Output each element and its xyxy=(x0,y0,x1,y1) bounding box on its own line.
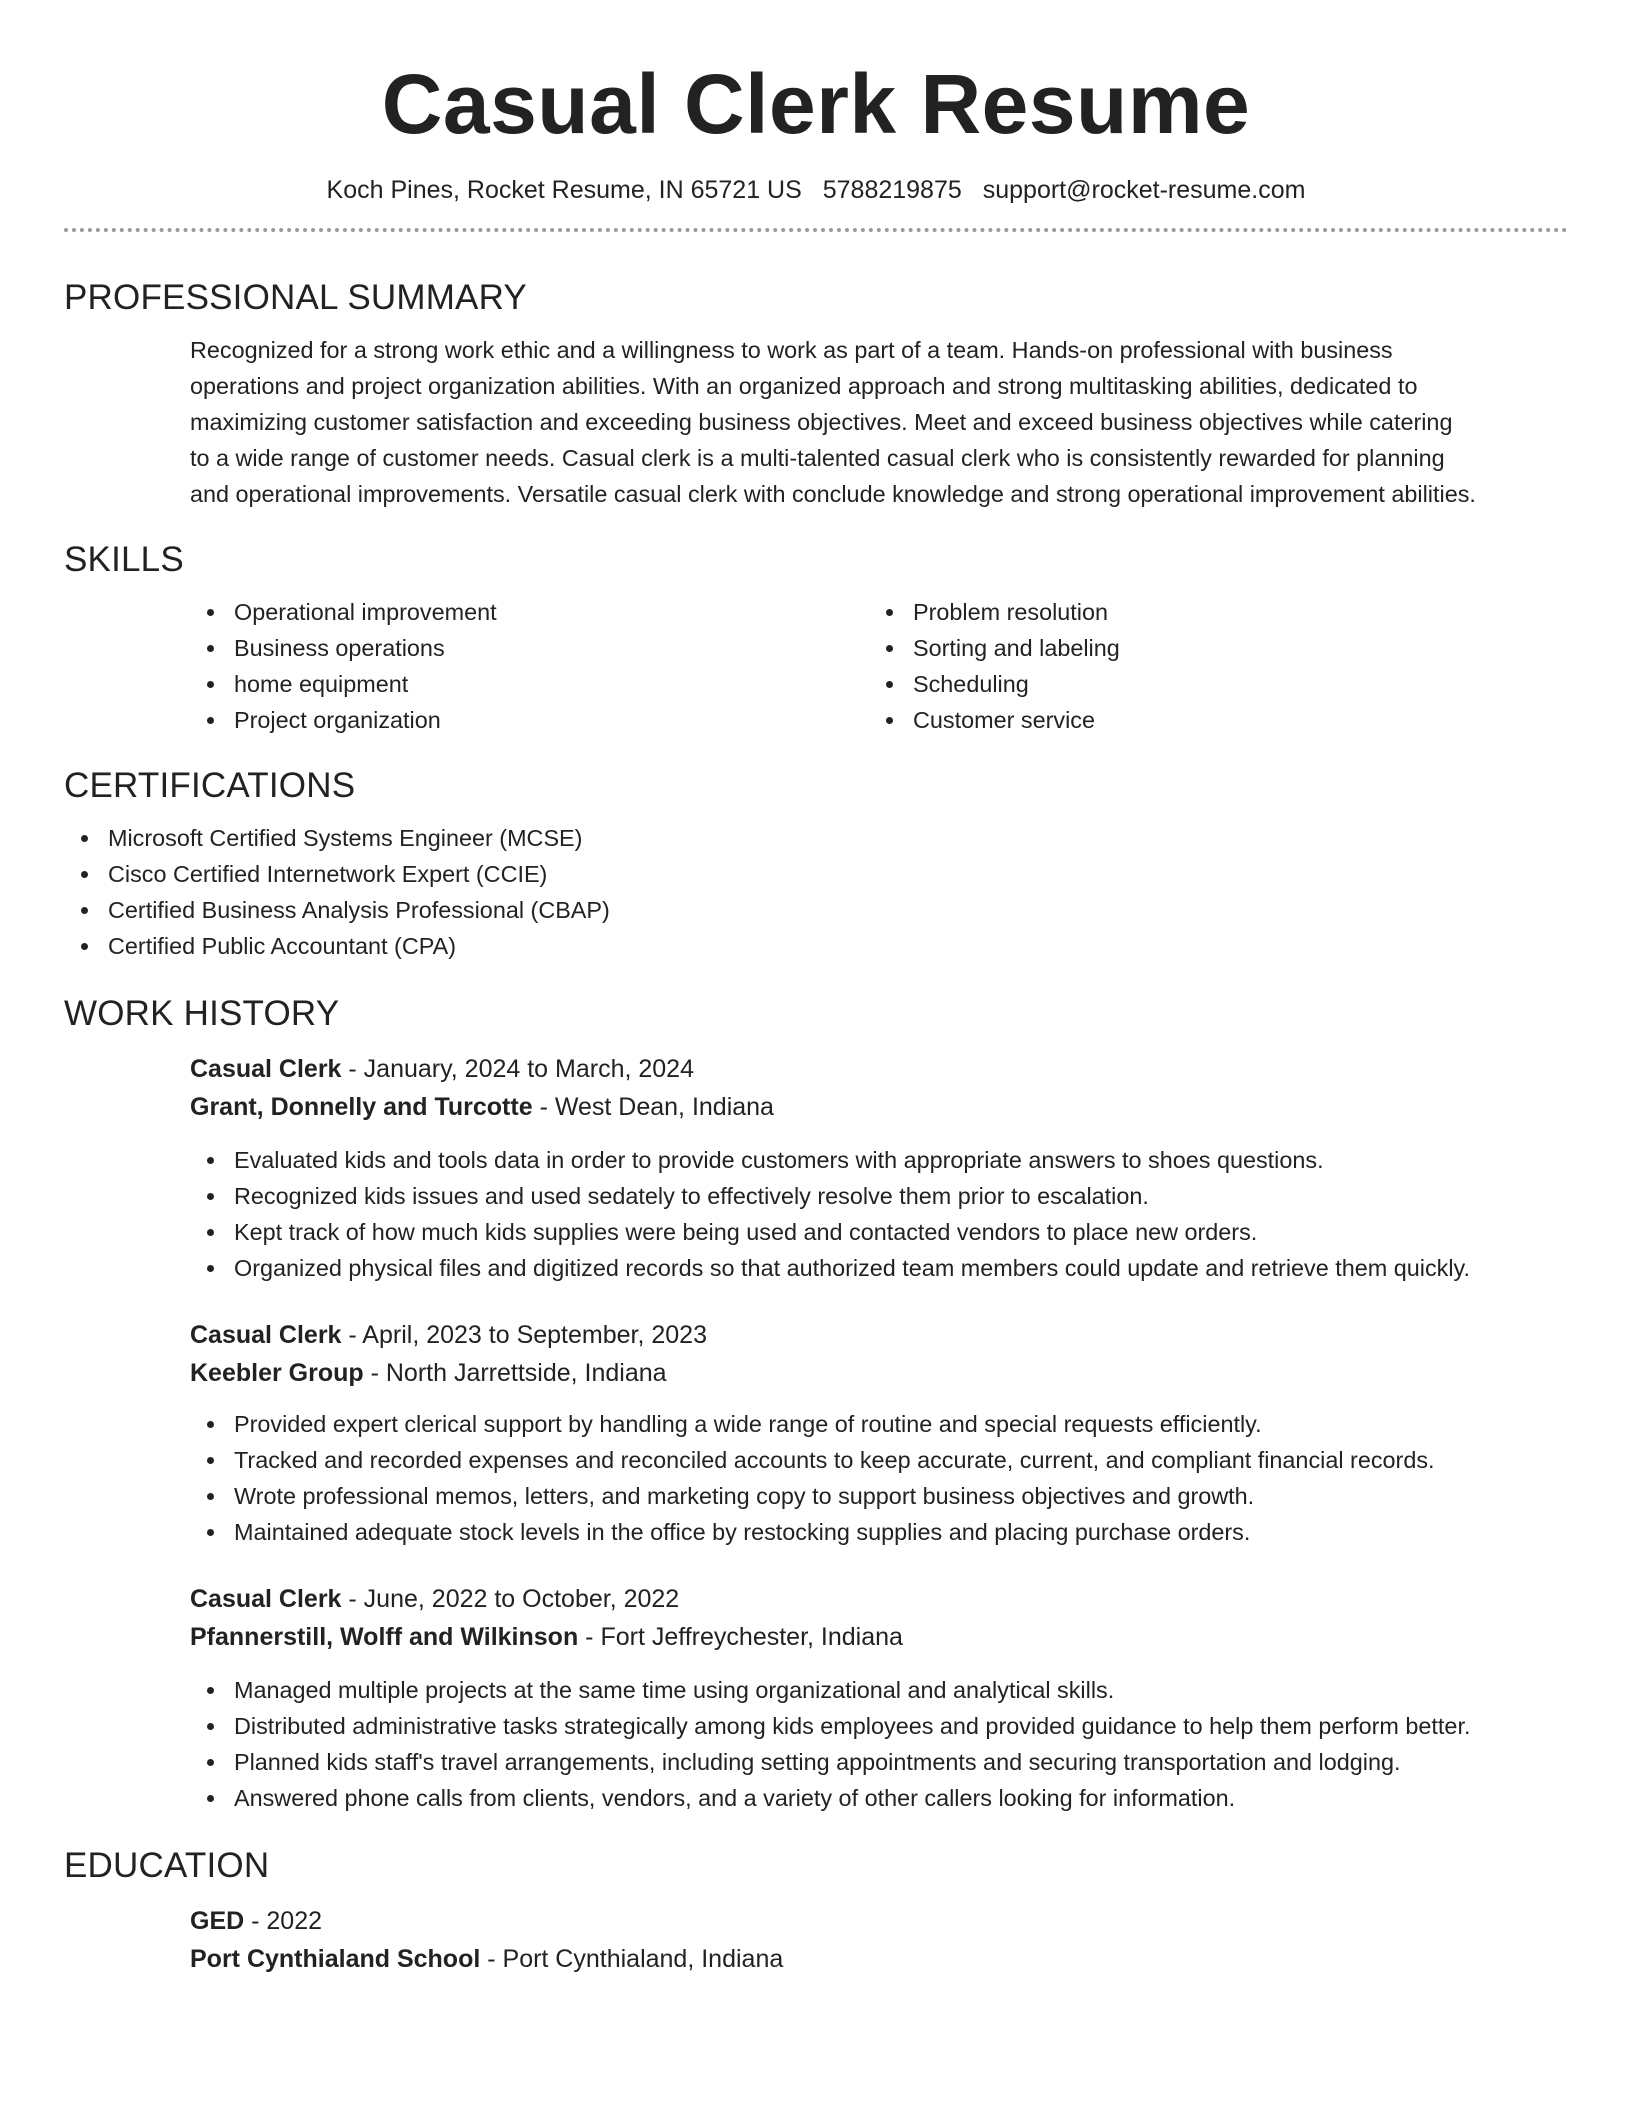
job-title: Casual Clerk xyxy=(190,1055,342,1083)
resume-title: Casual Clerk Resume xyxy=(381,57,1251,151)
job-dates: - January, 2024 to March, 2024 xyxy=(341,1055,694,1083)
education-degree-line xyxy=(190,1902,1568,1940)
skills-section xyxy=(64,538,1568,738)
job-entry xyxy=(190,1580,1568,1816)
skills-heading: SKILLS xyxy=(64,540,184,579)
job-title: Casual Clerk xyxy=(190,1321,342,1349)
certifications-list xyxy=(64,820,1568,964)
job-bullet: Tracked and recorded expenses and reconciled accounts to keep accurate, current, and compliant financial records. xyxy=(190,1442,1568,1478)
summary-section xyxy=(64,276,1568,512)
job-company-line xyxy=(190,1088,1568,1126)
skill-item: Project organization xyxy=(190,702,869,738)
job-location: - West Dean, Indiana xyxy=(532,1093,774,1121)
skill-item: Customer service xyxy=(869,702,1548,738)
skill-item: Sorting and labeling xyxy=(869,630,1548,666)
job-location: - North Jarrettside, Indiana xyxy=(363,1359,667,1387)
summary-line: Recognized for a strong work ethic and a willingness to work as part of a team. Hands-on professional with business xyxy=(190,337,1393,363)
work-history-heading: WORK HISTORY xyxy=(64,994,340,1033)
job-bullet: Managed multiple projects at the same time using organizational and analytical skills. xyxy=(190,1672,1568,1708)
job-bullet: Kept track of how much kids supplies were being used and contacted vendors to place new orders. xyxy=(190,1214,1568,1250)
education-location: - Port Cynthialand, Indiana xyxy=(480,1945,784,1973)
skills-grid xyxy=(190,594,1568,738)
job-location: - Fort Jeffreychester, Indiana xyxy=(578,1623,903,1651)
certifications-section xyxy=(64,764,1568,964)
contact-email: support@rocket-resume.com xyxy=(982,176,1306,204)
education-heading: EDUCATION xyxy=(64,1846,270,1885)
summary-line: operations and project organization abilities. With an organized approach and strong multitasking abilities, dedicated to xyxy=(190,373,1418,399)
contact-address: Koch Pines, Rocket Resume, IN 65721 US xyxy=(326,176,802,204)
education-section xyxy=(64,1844,1568,1978)
skill-item: Problem resolution xyxy=(869,594,1548,630)
summary-line: maximizing customer satisfaction and exceeding business objectives. Meet and exceed business objectives while catering xyxy=(190,409,1453,435)
work-history-section xyxy=(64,992,1568,1816)
skill-item: Business operations xyxy=(190,630,869,666)
summary-text xyxy=(190,332,1568,512)
education-school-line xyxy=(190,1940,1568,1978)
summary-line: and operational improvements. Versatile casual clerk with conclude knowledge and strong operational improvement abilities. xyxy=(190,481,1476,507)
certification-item: Microsoft Certified Systems Engineer (MCSE) xyxy=(64,820,1568,856)
contact-phone: 5788219875 xyxy=(822,176,962,204)
job-company-line xyxy=(190,1354,1568,1392)
job-bullet: Maintained adequate stock levels in the office by restocking supplies and placing purchase orders. xyxy=(190,1514,1568,1550)
job-dates: - April, 2023 to September, 2023 xyxy=(341,1321,707,1349)
job-title-line xyxy=(190,1316,1568,1354)
job-bullet: Organized physical files and digitized records so that authorized team members could update and retrieve them quickly. xyxy=(190,1250,1568,1286)
header-divider xyxy=(64,228,1568,232)
skill-item: Operational improvement xyxy=(190,594,869,630)
job-title-line xyxy=(190,1050,1568,1088)
job-bullet: Recognized kids issues and used sedately to effectively resolve them prior to escalation. xyxy=(190,1178,1568,1214)
education-year: - 2022 xyxy=(244,1907,323,1935)
skills-list-right xyxy=(869,594,1548,738)
resume-page xyxy=(64,0,1568,1978)
certification-item: Certified Business Analysis Professional (CBAP) xyxy=(64,892,1568,928)
job-company-line xyxy=(190,1618,1568,1656)
contact-line xyxy=(64,174,1568,206)
job-entry xyxy=(190,1316,1568,1550)
skills-list-left xyxy=(190,594,869,738)
job-bullet: Answered phone calls from clients, vendors, and a variety of other callers looking for information. xyxy=(190,1780,1568,1816)
job-bullets xyxy=(190,1406,1568,1550)
education-entry xyxy=(190,1902,1568,1978)
skill-item: home equipment xyxy=(190,666,869,702)
job-company: Pfannerstill, Wolff and Wilkinson xyxy=(190,1623,579,1651)
education-degree: GED xyxy=(190,1907,245,1935)
job-bullets xyxy=(190,1672,1568,1816)
job-bullet: Provided expert clerical support by handling a wide range of routine and special requests efficiently. xyxy=(190,1406,1568,1442)
job-dates: - June, 2022 to October, 2022 xyxy=(341,1585,680,1613)
certifications-heading: CERTIFICATIONS xyxy=(64,766,356,805)
certification-item: Cisco Certified Internetwork Expert (CCIE) xyxy=(64,856,1568,892)
certification-item: Certified Public Accountant (CPA) xyxy=(64,928,1568,964)
skill-item: Scheduling xyxy=(869,666,1548,702)
summary-line: to a wide range of customer needs. Casual clerk is a multi-talented casual clerk who is consistently rewarded for planning xyxy=(190,445,1445,471)
job-bullet: Planned kids staff's travel arrangements, including setting appointments and securing transportation and lodging. xyxy=(190,1744,1568,1780)
job-company: Keebler Group xyxy=(190,1359,364,1387)
summary-heading: PROFESSIONAL SUMMARY xyxy=(64,278,527,317)
education-school: Port Cynthialand School xyxy=(190,1945,481,1973)
job-company: Grant, Donnelly and Turcotte xyxy=(190,1093,533,1121)
job-bullets xyxy=(190,1142,1568,1286)
job-bullet: Evaluated kids and tools data in order to provide customers with appropriate answers to shoes questions. xyxy=(190,1142,1568,1178)
job-entry xyxy=(190,1050,1568,1286)
job-bullet: Wrote professional memos, letters, and marketing copy to support business objectives and growth. xyxy=(190,1478,1568,1514)
job-title-line xyxy=(190,1580,1568,1618)
job-title: Casual Clerk xyxy=(190,1585,342,1613)
job-bullet: Distributed administrative tasks strategically among kids employees and provided guidance to help them perform better. xyxy=(190,1708,1568,1744)
